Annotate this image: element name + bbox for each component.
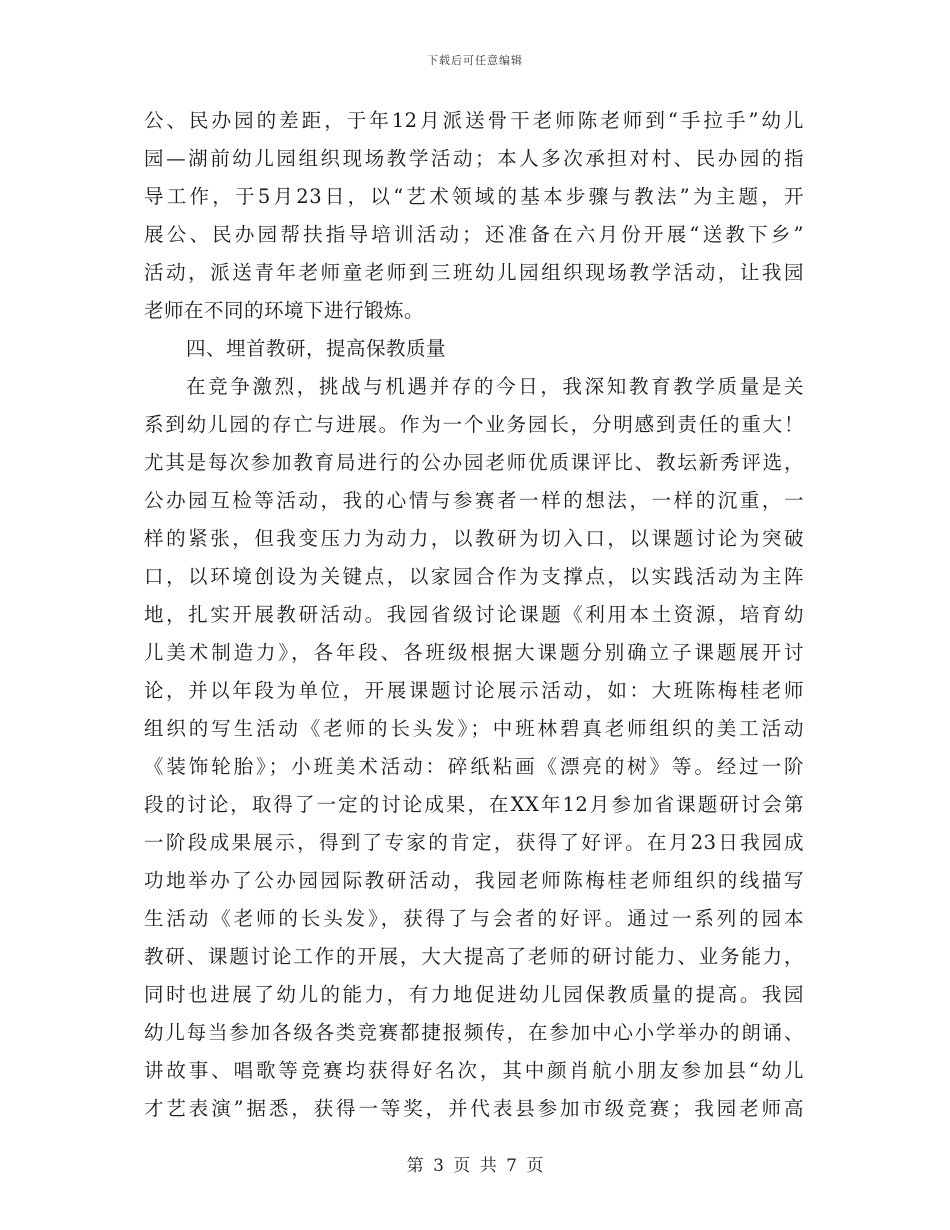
- text-line: 功地举办了公办园园际教研活动，我园老师陈梅桂老师组织的线描写: [144, 869, 804, 892]
- section-heading: 四、埋首教研，提高保教质量: [186, 337, 447, 360]
- text-line: 老师在不同的环境下进行锻炼。: [144, 299, 425, 322]
- text-line: 组织的写生活动《老师的长头发》；中班林碧真老师组织的美工活动: [144, 717, 804, 740]
- text-line: 教研、课题讨论工作的开展，大大提高了老师的研讨能力、业务能力，: [144, 945, 804, 968]
- text-line: 同时也进展了幼儿的能力，有力地促进幼儿园保教质量的提高。我园: [144, 983, 804, 1006]
- text-line: 公、民办园的差距，于年12月派送骨干老师陈老师到“手拉手”幼儿: [144, 109, 804, 132]
- text-line: 园—湖前幼儿园组织现场教学活动；本人多次承担对村、民办园的指: [144, 147, 804, 170]
- text-line: 口，以环境创设为关键点，以家园合作为支撑点，以实践活动为主阵: [144, 565, 804, 588]
- document-body: [144, 102, 804, 1128]
- text-line: 一阶段成果展示，得到了专家的肯定，获得了好评。在月23日我园成: [144, 831, 804, 854]
- text-line: 幼儿每当参加各级各类竞赛都捷报频传，在参加中心小学举办的朗诵、: [144, 1021, 804, 1044]
- text-line: 论，并以年段为单位，开展课题讨论展示活动，如：大班陈梅桂老师: [144, 679, 804, 702]
- text-line: 系到幼儿园的存亡与进展。作为一个业务园长，分明感到责任的重大！: [144, 413, 804, 436]
- text-line: 尤其是每次参加教育局进行的公办园老师优质课评比、教坛新秀评选，: [144, 451, 804, 474]
- text-line: 《装饰轮胎》；小班美术活动：碎纸粘画《漂亮的树》等。经过一阶: [144, 755, 804, 778]
- page-number: 第 3 页 共 7 页: [406, 1156, 544, 1176]
- page-header: 下载后可任意编辑: [427, 54, 523, 67]
- text-line: 导工作，于5月23日，以“艺术领域的基本步骤与教法”为主题，开: [144, 185, 804, 208]
- text-line: 样的紧张，但我变压力为动力，以教研为切入口，以课题讨论为突破: [144, 527, 804, 550]
- text-line: 讲故事、唱歌等竞赛均获得好名次，其中颜肖航小朋友参加县“幼儿: [144, 1059, 804, 1082]
- text-line: 才艺表演”据悉，获得一等奖，并代表县参加市级竞赛；我园老师高: [144, 1097, 804, 1120]
- text-line: 展公、民办园帮扶指导培训活动；还准备在六月份开展“送教下乡”: [144, 223, 804, 246]
- text-line: 公办园互检等活动，我的心情与参赛者一样的想法，一样的沉重，一: [144, 489, 804, 512]
- text-line: 在竞争激烈，挑战与机遇并存的今日，我深知教育教学质量是关: [186, 375, 804, 398]
- text-line: 段的讨论，取得了一定的讨论成果，在XX年12月参加省课题研讨会第: [144, 793, 804, 816]
- text-line: 生活动《老师的长头发》，获得了与会者的好评。通过一系列的园本: [144, 907, 804, 930]
- text-line: 活动，派送青年老师童老师到三班幼儿园组织现场教学活动，让我园: [144, 261, 804, 284]
- text-line: 儿美术制造力》，各年段、各班级根据大课题分别确立子课题展开讨: [144, 641, 804, 664]
- text-line: 地，扎实开展教研活动。我园省级讨论课题《利用本土资源，培育幼: [144, 603, 804, 626]
